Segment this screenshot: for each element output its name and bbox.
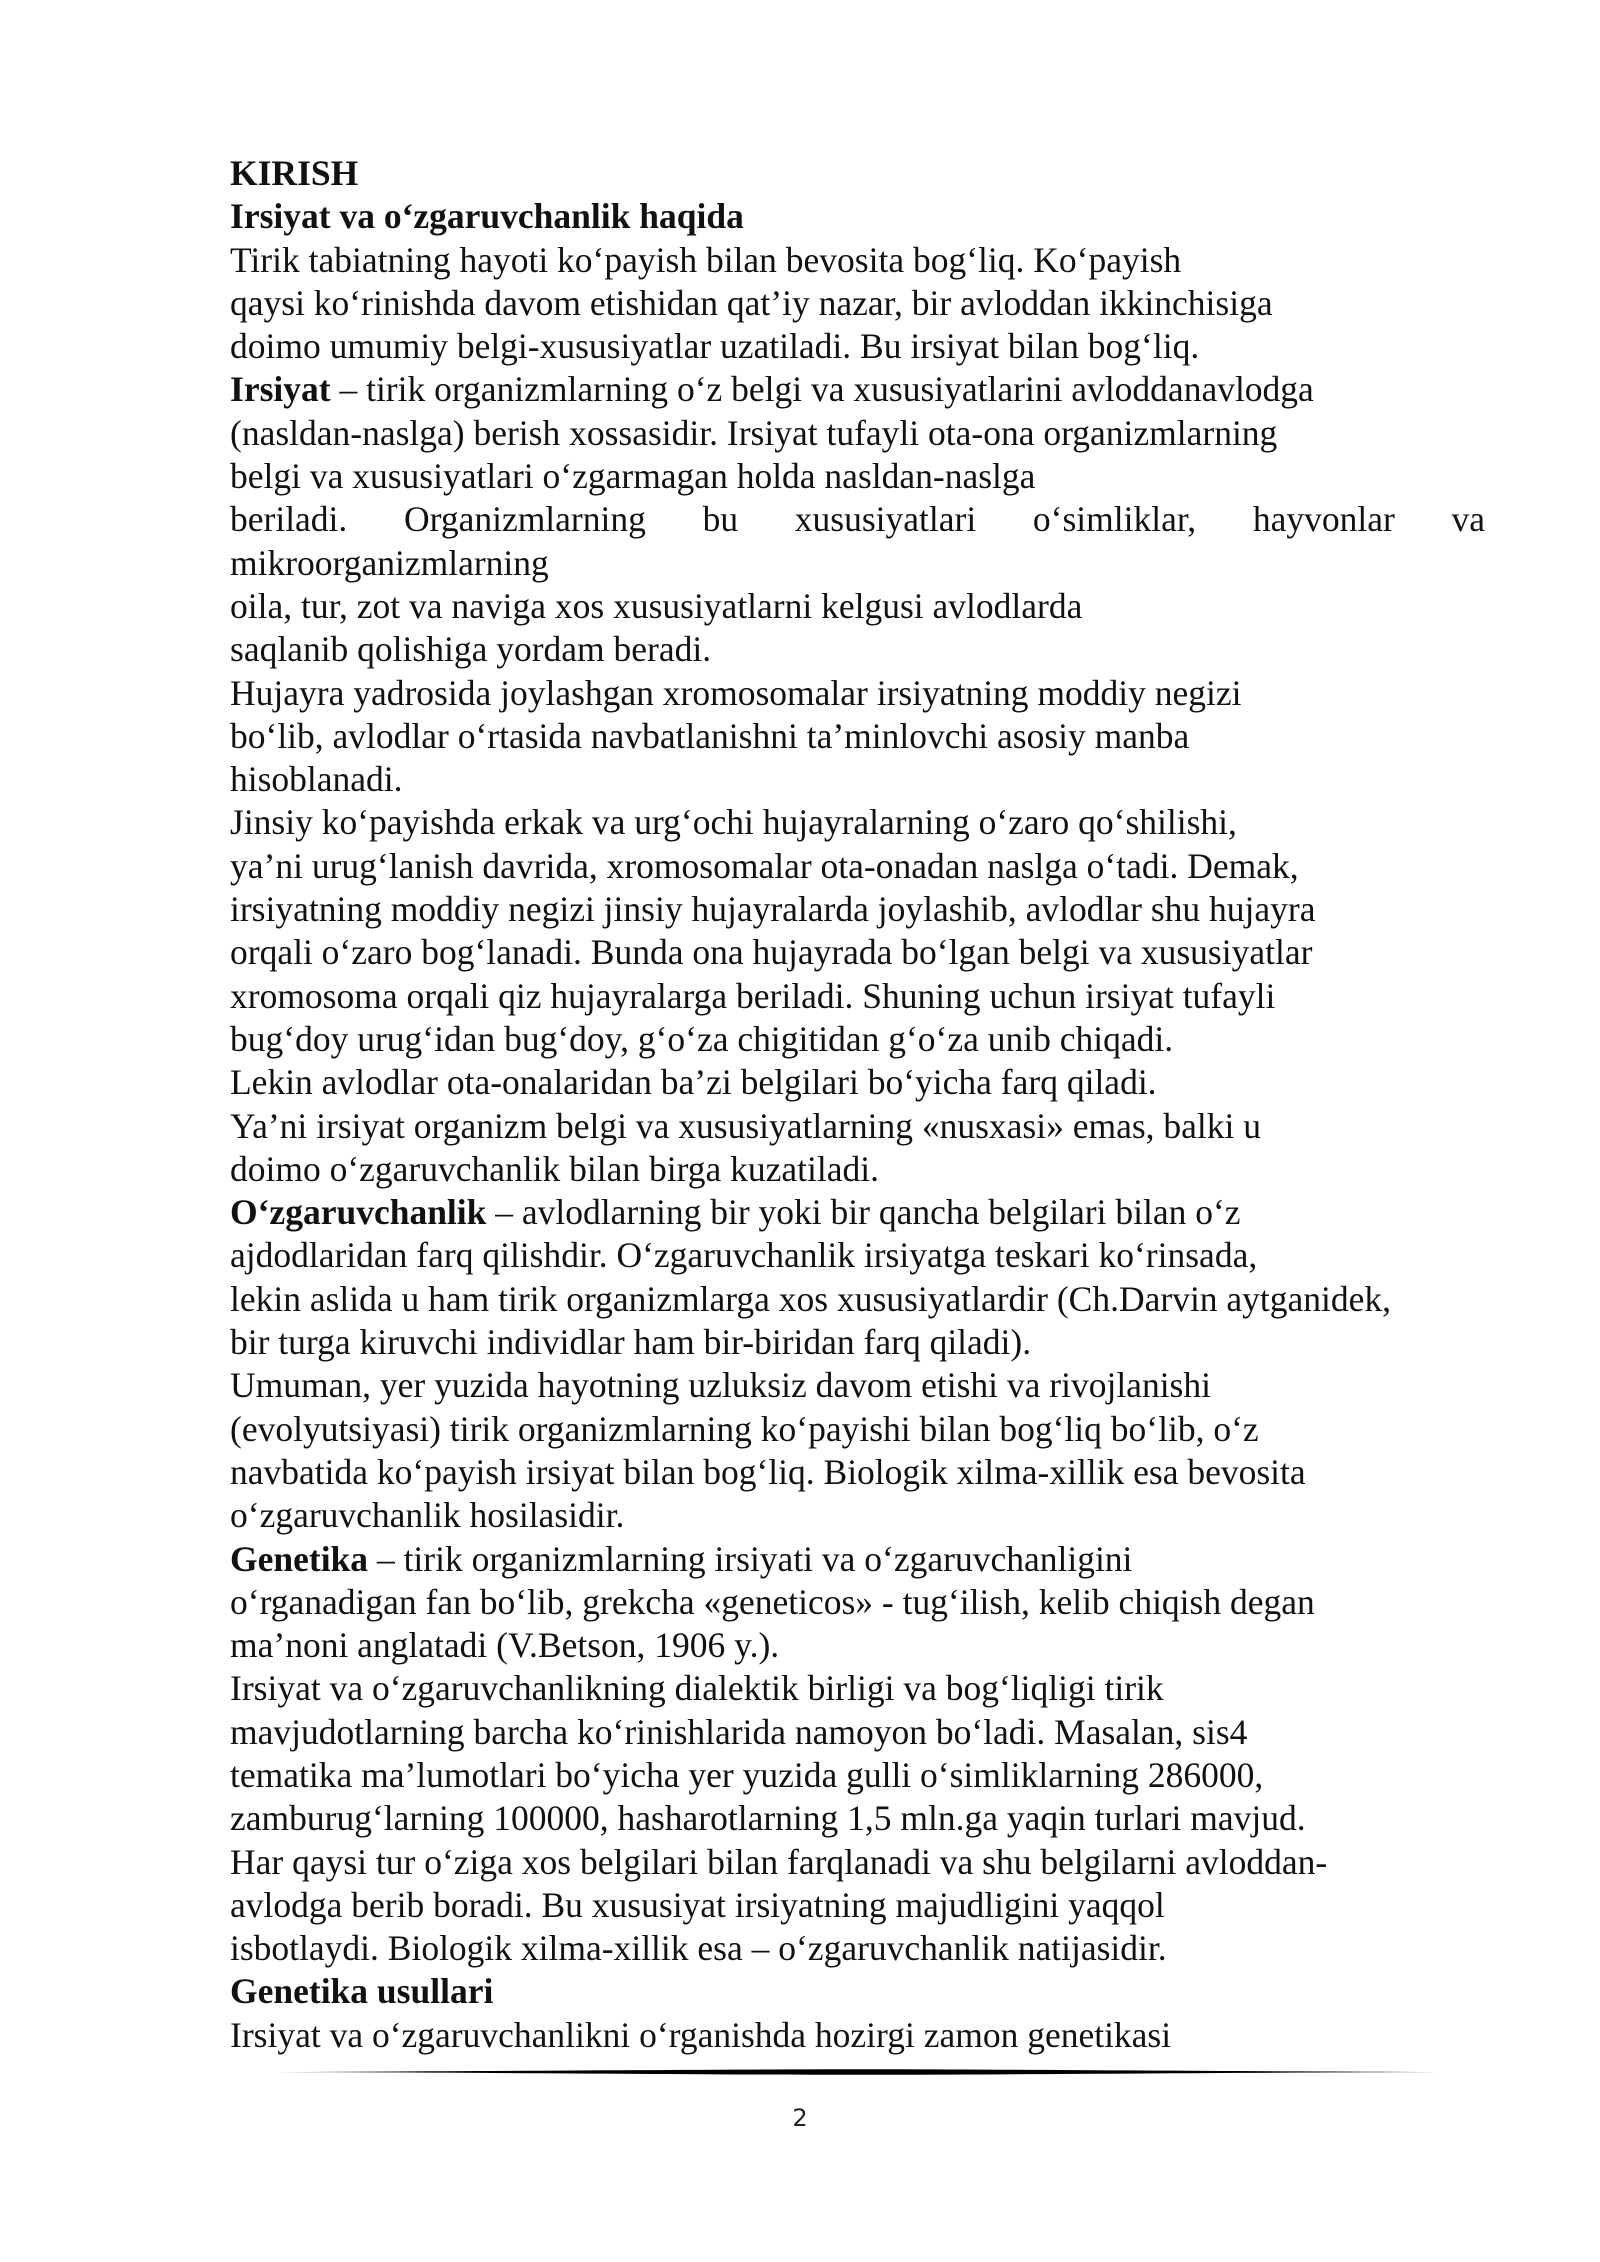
text-line — [230, 1927, 1485, 1970]
line-text: ya’ni urug‘lanish davrida, xromosomalar ota-onadan naslga o‘tadi. Demak, — [230, 845, 1299, 886]
section-subheading: Irsiyat va o‘zgaruvchanlik haqida — [230, 196, 744, 237]
line-text: (nasldan-naslga) berish xossasidir. Irsiyat tufayli ota-ona organizmlarning — [230, 412, 1278, 453]
text-line — [230, 758, 1485, 801]
line-text: saqlanib qolishiga yordam beradi. — [230, 629, 712, 670]
line-text: ajdodlaridan farq qilishdir. O‘zgaruvchanlik irsiyatga teskari ko‘rinsada, — [230, 1235, 1258, 1276]
text-line — [230, 239, 1485, 282]
text-line — [230, 1494, 1485, 1537]
text-line — [230, 585, 1485, 628]
text-line — [230, 1451, 1485, 1494]
line-text: o‘zgaruvchanlik hosilasidir. — [230, 1495, 625, 1536]
line-text: – tirik organizmlarning irsiyati va o‘zgaruvchanligini — [368, 1538, 1133, 1579]
text-line — [230, 801, 1485, 844]
text-line — [230, 628, 1485, 671]
line-text: o‘rganadigan fan bo‘lib, grekcha «geneticos» - tug‘ilish, kelib chiqish degan — [230, 1581, 1315, 1622]
text-line — [230, 542, 1485, 585]
line-text: bug‘doy urug‘idan bug‘doy, g‘o‘za chigitidan g‘o‘za unib chiqadi. — [230, 1018, 1174, 1059]
line-text: – tirik organizmlarning o‘z belgi va xususiyatlarini avloddanavlodga — [330, 369, 1314, 410]
section-heading: KIRISH — [230, 153, 359, 193]
text-line — [230, 1234, 1485, 1277]
footer-rule — [278, 2069, 1438, 2075]
text-line — [230, 1321, 1485, 1364]
text-line — [230, 1711, 1485, 1754]
line-text: Jinsiy ko‘payishda erkak va urg‘ochi hujayralarning o‘zaro qo‘shilishi, — [230, 802, 1237, 843]
text-line — [230, 845, 1485, 888]
text-line — [230, 1754, 1485, 1797]
term: O‘zgaruvchanlik — [230, 1192, 487, 1233]
text-line — [230, 1364, 1485, 1407]
line-text: lekin aslida u ham tirik organizmlarga xos xususiyatlardir (Ch.Darvin aytganidek, — [230, 1278, 1392, 1319]
term: Genetika — [230, 1538, 369, 1579]
text-line — [230, 1278, 1485, 1321]
text-line — [230, 1624, 1485, 1667]
line-text: doimo o‘zgaruvchanlik bilan birga kuzatiladi. — [230, 1148, 880, 1189]
text-line — [230, 715, 1485, 758]
line-text: mikroorganizmlarning — [230, 542, 549, 583]
text-line — [230, 931, 1485, 974]
text-line — [230, 498, 1485, 541]
line-text: tematika ma’lumotlari bo‘yicha yer yuzida gulli o‘simliklarning 286000, — [230, 1754, 1264, 1795]
text-line — [230, 1105, 1485, 1148]
text-line — [230, 1191, 1485, 1234]
line-text: – avlodlarning bir yoki bir qancha belgilari bilan o‘z — [486, 1192, 1241, 1233]
line-text: Irsiyat va o‘zgaruvchanlikning dialektik birligi va bog‘liqligi tirik — [230, 1668, 1164, 1709]
subsection-heading: Genetika usullari — [230, 1971, 494, 2012]
line-text: orqali o‘zaro bog‘lanadi. Bunda ona hujayrada bo‘lgan belgi va xususiyatlar — [230, 932, 1313, 973]
text-line — [230, 672, 1485, 715]
body-text — [230, 239, 1485, 2057]
text-line — [230, 1841, 1485, 1884]
line-text: ma’noni anglatadi (V.Betson, 1906 y.). — [230, 1625, 780, 1666]
line-text: Har qaysi tur o‘ziga xos belgilari bilan farqlanadi va shu belgilarni avloddan- — [230, 1841, 1328, 1882]
text-line — [230, 1408, 1485, 1451]
text-line — [230, 325, 1485, 368]
line-text: xromosoma orqali qiz hujayralarga beriladi. Shuning uchun irsiyat tufayli — [230, 975, 1276, 1016]
term: Irsiyat — [230, 369, 331, 410]
line-text: hisoblanadi. — [230, 759, 403, 800]
text-line — [230, 975, 1485, 1018]
line-text: beriladi. Organizmlarning bu xususiyatlari o‘simliklar, hayvonlar va — [230, 499, 1485, 540]
line-text: Hujayra yadrosida joylashgan xromosomalar irsiyatning moddiy negizi — [230, 672, 1242, 713]
text-line — [230, 368, 1485, 411]
text-line — [230, 1538, 1485, 1581]
line-text: isbotlaydi. Biologik xilma-xillik esa – o‘zgaruvchanlik natijasidir. — [230, 1928, 1167, 1969]
line-text: navbatida ko‘payish irsiyat bilan bog‘liq. Biologik xilma-xillik esa bevosita — [230, 1451, 1306, 1492]
text-line — [230, 1581, 1485, 1624]
line-text: Lekin avlodlar ota-onalaridan ba’zi belgilari bo‘yicha farq qiladi. — [230, 1062, 1157, 1103]
line-text: Ya’ni irsiyat organizm belgi va xususiyatlarning «nusxasi» emas, balki u — [230, 1105, 1262, 1146]
text-line — [230, 1148, 1485, 1191]
page-number: 2 — [792, 2104, 808, 2132]
text-line — [230, 888, 1485, 931]
line-text: zamburug‘larning 100000, hasharotlarning 1,5 mln.ga yaqin turlari mavjud. — [230, 1798, 1306, 1839]
line-text: qaysi ko‘rinishda davom etishidan qat’iy nazar, bir avloddan ikkinchisiga — [230, 282, 1273, 323]
text-line — [230, 282, 1485, 325]
line-text: bir turga kiruvchi individlar ham bir-biridan farq qiladi). — [230, 1322, 1032, 1363]
line-text: avlodga berib boradi. Bu xususiyat irsiyatning majudligini yaqqol — [230, 1884, 1165, 1925]
text-line — [230, 1667, 1485, 1710]
text-line — [230, 455, 1485, 498]
text-line — [230, 1884, 1485, 1927]
page-body — [230, 152, 1485, 2057]
line-text: Umuman, yer yuzida hayotning uzluksiz davom etishi va rivojlanishi — [230, 1365, 1211, 1406]
line-text: doimo umumiy belgi-xususiyatlar uzatiladi. Bu irsiyat bilan bog‘liq. — [230, 326, 1200, 367]
text-line — [230, 1061, 1485, 1104]
line-text: irsiyatning moddiy negizi jinsiy hujayralarda joylashib, avlodlar shu hujayra — [230, 889, 1316, 930]
text-line — [230, 1018, 1485, 1061]
line-text: Irsiyat va o‘zgaruvchanlikni o‘rganishda hozirgi zamon genetikasi — [230, 2014, 1172, 2055]
line-text: mavjudotlarning barcha ko‘rinishlarida namoyon bo‘ladi. Masalan, sis4 — [230, 1711, 1248, 1752]
line-text: belgi va xususiyatlari o‘zgarmagan holda nasldan-naslga — [230, 456, 1036, 497]
text-line — [230, 1797, 1485, 1840]
text-line — [230, 412, 1485, 455]
line-text: (evolyutsiyasi) tirik organizmlarning ko‘payishi bilan bog‘liq bo‘lib, o‘z — [230, 1408, 1259, 1449]
text-line — [230, 2014, 1485, 2057]
line-text: bo‘lib, avlodlar o‘rtasida navbatlanishni ta’minlovchi asosiy manba — [230, 715, 1190, 756]
line-text: oila, tur, zot va naviga xos xususiyatlarni kelgusi avlodlarda — [230, 585, 1083, 626]
line-text: Tirik tabiatning hayoti ko‘payish bilan bevosita bog‘liq. Ko‘payish — [230, 239, 1182, 280]
